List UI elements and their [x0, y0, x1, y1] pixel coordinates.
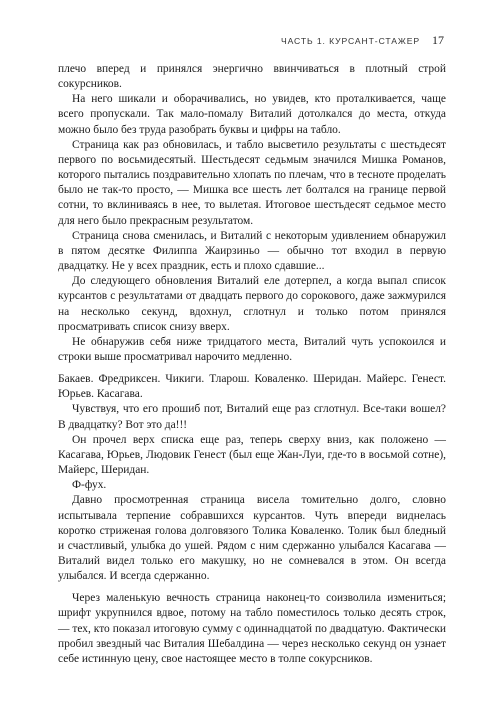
- paragraph: Бакаев. Фредриксен. Чикиги. Тларош. Коваленко. Шеридан. Майерс. Генест. Юрьев. Касагава.: [58, 373, 446, 401]
- paragraph: Чувствуя, что его прошиб пот, Виталий еще раз сглотнул. Все-таки вошел? В двадцатку? Вот это да!!!: [58, 403, 446, 431]
- paragraph: На него шикали и оборачивались, но увидев, кто проталкивается, чаще всего пропускали. Так мало-помалу Виталий дотолкался до места, откуда можно было без труда разобрать буквы и цифры на табло.: [58, 93, 446, 136]
- running-title: ЧАСТЬ 1. КУРСАНТ-СТАЖЕР: [280, 36, 420, 46]
- paragraph: Он прочел верх списка еще раз, теперь сверху вниз, как положено — Касагава, Юрьев, Людовик Генест (был еще Жан-Луи, где-то в восьмой сотне), Майерс, Шеридан.: [58, 433, 446, 477]
- paragraph: плечо вперед и принялся энергично ввинчиваться в плотный строй сокурсников.: [58, 63, 446, 91]
- running-header: [281, 33, 444, 48]
- paragraph: Страница снова сменилась, и Виталий с некоторым удивлением обнаружил в пятом десятке Филиппа Жаирзиньо — обычно тот входил в первую двадцатку. Не у всех праздник, есть и плохо сдавшие...: [58, 229, 446, 273]
- paragraph: Страница как раз обновилась, и табло высветило результаты с шестьдесят первого по восьмидесятый. Шестьдесят седьмым значился Мишка Романов, которого пытались поздравительно хлопать по плечам, что в тесноте проделать было не так-то просто, — Мишка все шесть лет болтался на границе первой сотни, то вклиниваясь в нее, то вылетая. Итоговое шестьдесят седьмое место для него было прекрасным результатом.: [58, 138, 446, 227]
- paragraph: До следующего обновления Виталий еле дотерпел, а когда выпал список курсантов с результатами от двадцать первого до сорокового, даже зажмурился на несколько секунд, вдохнул, сглотнул и только потом принялся просматривать список снизу вверх.: [58, 275, 446, 333]
- paragraph: Давно просмотренная страница висела томительно долго, словно испытывала терпение собравшихся курсантов. Чуть впереди виднелась коротко стриженая голова долговязого Толика Коваленко. Толик был бледный и счастливый, улыбка до ушей. Рядом с ним сдержанно улыбался Касагава — Виталий видел только его макушку, но не сомневался в этом. Он всегда улыбался. И всегда сдержанно.: [58, 494, 446, 583]
- body-text: [58, 62, 446, 667]
- paragraph: Не обнаружив себя ниже тридцатого места, Виталий чуть успокоился и строки выше просматривал нарочито медленно.: [58, 335, 446, 363]
- paragraph: Ф-фух.: [72, 479, 107, 492]
- paragraph: Через маленькую вечность страница наконец-то соизволила измениться; шрифт укрупнился вдвое, потому на табло поместилось только десять строк, — тех, кто показал итоговую сумму с одиннадцатой по двадцатую. Фактически пробил звездный час Виталия Шебалдина — через несколько секунд он узнает себе истинную цену, свое настоящее место в толпе сокурсников.: [58, 592, 446, 665]
- page-number: 17: [432, 33, 444, 47]
